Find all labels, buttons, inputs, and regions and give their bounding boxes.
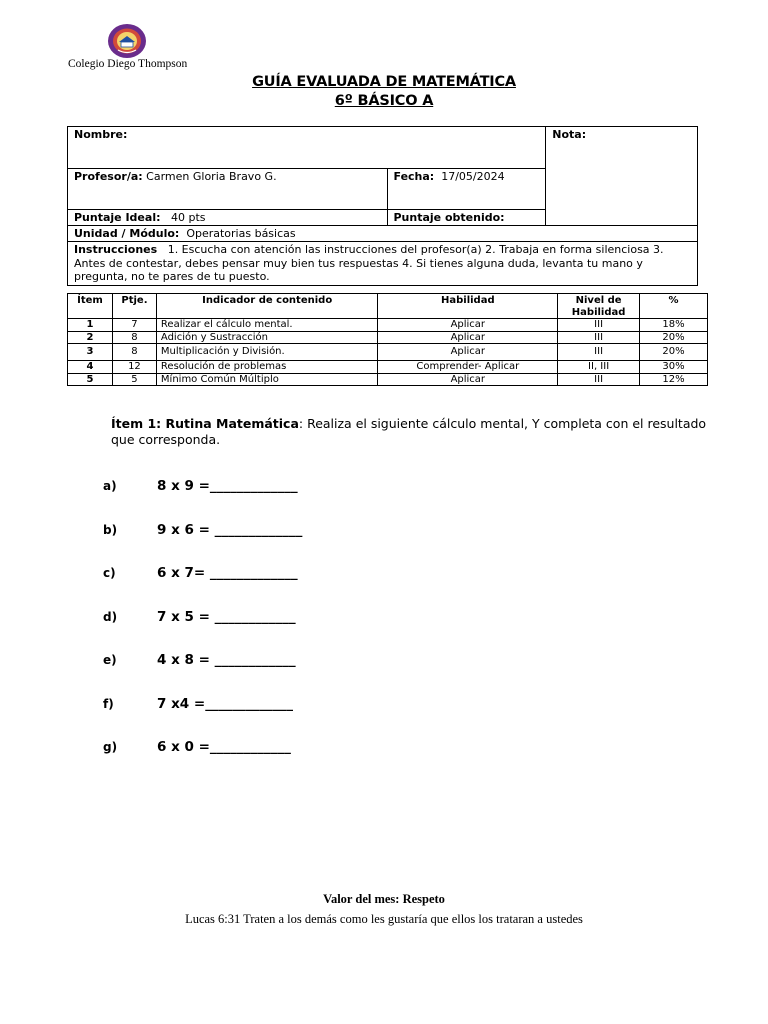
- exercise-text: 9 x 6 = _____________: [157, 522, 303, 538]
- exercise-text: 8 x 9 =_____________: [157, 478, 298, 494]
- exercise-letter: a): [103, 479, 117, 493]
- exercise-text: 7 x 5 = ____________: [157, 609, 296, 625]
- exercise-letter: g): [103, 740, 118, 754]
- unidad-label: Unidad / Módulo:: [74, 227, 180, 240]
- cell-indicador: Mínimo Común Múltiplo: [156, 373, 378, 386]
- table-row: [68, 331, 708, 344]
- nombre-cell[interactable]: [68, 127, 546, 169]
- item1-text: : Realiza el siguiente cálculo mental, Y completa con el resultado que corresponda.: [111, 416, 707, 447]
- cell-indicador: Resolución de problemas: [156, 361, 378, 374]
- cell-indicador: Adición y Sustracción: [156, 331, 378, 344]
- nombre-label: Nombre:: [74, 128, 128, 141]
- fecha-cell: [387, 169, 546, 210]
- unidad-cell: [68, 226, 698, 242]
- instrucciones-label: Instrucciones: [74, 243, 158, 256]
- nota-label: Nota:: [552, 128, 587, 141]
- exercise-a[interactable]: [103, 478, 298, 494]
- bible-quote: Lucas 6:31 Traten a los demás como les gustaría que ellos los trataran a ustedes: [185, 912, 583, 926]
- cell-item: 4: [68, 361, 113, 374]
- exercise-letter: b): [103, 523, 118, 537]
- valor-del-mes: Valor del mes: Respeto: [323, 892, 445, 906]
- cell-nivel: III: [558, 373, 640, 386]
- col-header-nivel: Nivel de Habilidad: [558, 294, 640, 319]
- cell-habilidad: Aplicar: [378, 331, 558, 344]
- col-header-habilidad: Habilidad: [378, 294, 558, 319]
- profesor-cell: [68, 169, 388, 210]
- cell-nivel: III: [558, 331, 640, 344]
- table-row: [68, 361, 708, 374]
- exercise-c[interactable]: [103, 565, 298, 581]
- puntaje-ideal-label: Puntaje Ideal:: [74, 211, 161, 224]
- cell-item: 5: [68, 373, 113, 386]
- exercise-letter: c): [103, 566, 116, 580]
- exercise-text: 4 x 8 = ____________: [157, 652, 296, 668]
- cell-ptje: 8: [112, 344, 156, 361]
- exercise-text: 6 x 0 =____________: [157, 739, 291, 755]
- table-row: [68, 319, 708, 332]
- cell-porcentaje: 12%: [640, 373, 708, 386]
- instrucciones-text: 1. Escucha con atención las instrucciones del profesor(a) 2. Trabaja en forma silenciosa 3. Antes de contestar, debes pensar muy bien tus respuestas 4. Si tienes alguna duda, levanta tu mano y pregunta, no te pares de tu puesto.: [74, 243, 668, 283]
- nota-cell[interactable]: [546, 127, 698, 226]
- cell-nivel: II, III: [558, 361, 640, 374]
- col-header-porcentaje: %: [640, 294, 708, 319]
- cell-indicador: Realizar el cálculo mental.: [156, 319, 378, 332]
- item1-label: Ítem 1: Rutina Matemática: [111, 416, 299, 431]
- profesor-label: Profesor/a:: [74, 170, 143, 183]
- exercise-letter: f): [103, 697, 114, 711]
- fecha-label: Fecha:: [393, 170, 435, 183]
- puntaje-ideal-value: 40 pts: [160, 211, 206, 224]
- cell-nivel: III: [558, 319, 640, 332]
- items-table: [67, 293, 708, 386]
- cell-habilidad: Comprender- Aplicar: [378, 361, 558, 374]
- cell-porcentaje: 18%: [640, 319, 708, 332]
- exercise-text: 7 x4 =_____________: [157, 696, 293, 712]
- school-name: Colegio Diego Thompson: [68, 58, 188, 70]
- table-row: [68, 373, 708, 386]
- cell-porcentaje: 20%: [640, 344, 708, 361]
- cell-habilidad: Aplicar: [378, 319, 558, 332]
- cell-item: 2: [68, 331, 113, 344]
- cell-habilidad: Aplicar: [378, 373, 558, 386]
- fecha-value: 17/05/2024: [434, 170, 505, 183]
- exercise-b[interactable]: [103, 522, 302, 538]
- cell-ptje: 8: [112, 331, 156, 344]
- instrucciones-cell: [68, 242, 698, 286]
- exercise-letter: d): [103, 610, 118, 624]
- cell-indicador: Multiplicación y División.: [156, 344, 378, 361]
- cell-habilidad: Aplicar: [378, 344, 558, 361]
- cell-porcentaje: 30%: [640, 361, 708, 374]
- page-subtitle: 6º BÁSICO A: [334, 93, 434, 109]
- exercise-letter: e): [103, 653, 117, 667]
- puntaje-obtenido-label: Puntaje obtenido:: [393, 211, 505, 224]
- unidad-value: Operatorias básicas: [179, 227, 296, 240]
- col-header-ptje: Ptje.: [112, 294, 156, 319]
- cell-ptje: 5: [112, 373, 156, 386]
- profesor-value: Carmen Gloria Bravo G.: [142, 170, 277, 183]
- col-header-item: Ítem: [68, 294, 113, 319]
- col-header-indicador: Indicador de contenido: [156, 294, 378, 319]
- exercise-f[interactable]: [103, 696, 293, 712]
- cell-nivel: III: [558, 344, 640, 361]
- exercise-d[interactable]: [103, 609, 296, 625]
- cell-porcentaje: 20%: [640, 331, 708, 344]
- cell-item: 1: [68, 319, 113, 332]
- table-row: [68, 344, 708, 361]
- cell-ptje: 7: [112, 319, 156, 332]
- exercise-e[interactable]: [103, 652, 296, 668]
- exercise-g[interactable]: [103, 739, 291, 755]
- cell-item: 3: [68, 344, 113, 361]
- puntaje-obtenido-cell[interactable]: [387, 210, 546, 226]
- exercise-text: 6 x 7= _____________: [157, 565, 298, 581]
- school-logo: [106, 22, 148, 60]
- item1-instruction: [111, 416, 711, 447]
- puntaje-ideal-cell: [68, 210, 388, 226]
- page-title: GUÍA EVALUADA DE MATEMÁTICA: [252, 74, 516, 90]
- cell-ptje: 12: [112, 361, 156, 374]
- student-info-table: [67, 126, 698, 286]
